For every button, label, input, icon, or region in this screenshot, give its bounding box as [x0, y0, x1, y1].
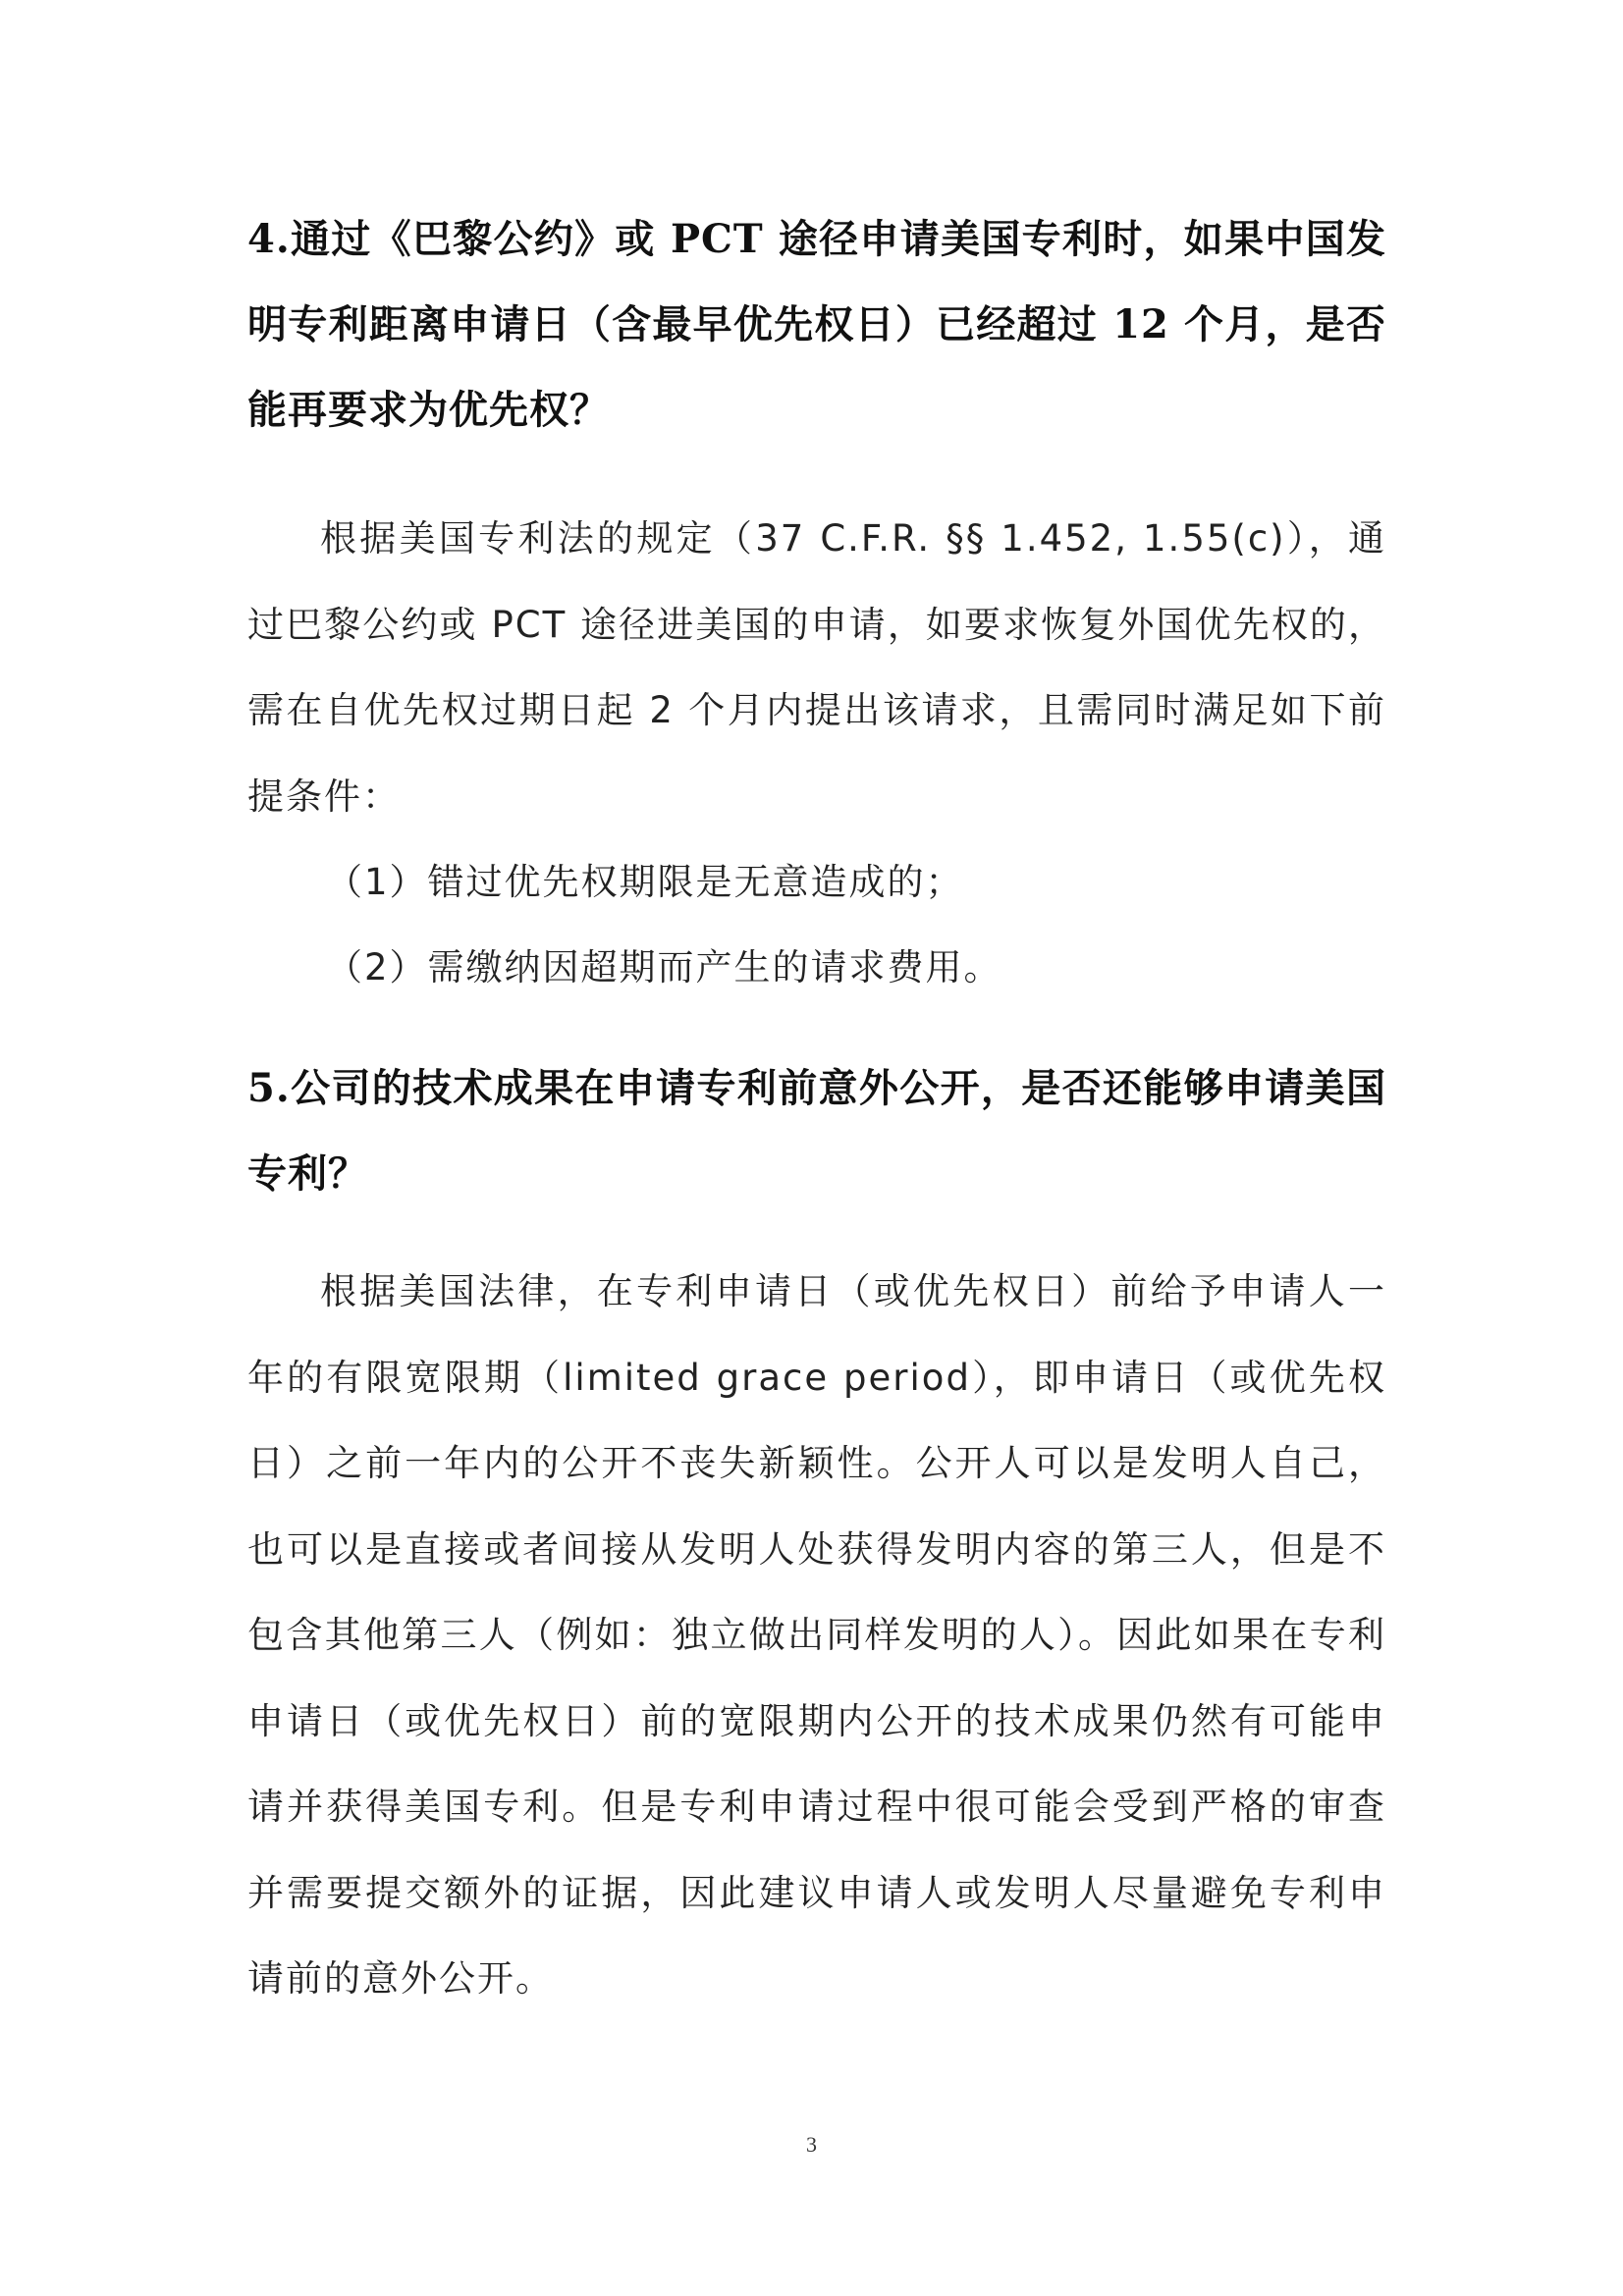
condition-item-2: （2）需缴纳因超期而产生的请求费用。: [326, 946, 1002, 988]
page-number: 3: [806, 2132, 817, 2157]
condition-item-1: （1）错过优先权期限是无意造成的；: [326, 861, 964, 903]
answer-4-paragraph: 根据美国专利法的规定（37 C.F.R. §§ 1.452, 1.55(c)），通过巴黎公约或 PCT 途径进美国的申请，如要求恢复外国优先权的，需在自优先权过期日起 2 个月内提出该请求，且需同时满足如下前提条件：: [247, 517, 1386, 818]
question-4-heading: 4.通过《巴黎公约》或 PCT 途径申请美国专利时，如果中国发明专利距离申请日（含最早优先权日）已经超过 12 个月，是否能再要求为优先权？: [247, 216, 1386, 433]
answer-5-paragraph: 根据美国法律，在专利申请日（或优先权日）前给予申请人一年的有限宽限期（limited grace period），即申请日（或优先权日）之前一年内的公开不丧失新颖性。公开人可以是发明人自己，也可以是直接或者间接从发明人处获得发明内容的第三人，但是不包含其他第三人（例如：独立做出同样发明的人）。因此如果在专利申请日（或优先权日）前的宽限期内公开的技术成果仍然有可能申请并获得美国专利。但是专利申请过程中很可能会受到严格的审查并需要提交额外的证据，因此建议申请人或发明人尽量避免专利申请前的意外公开。: [247, 1270, 1386, 2000]
question-5-heading: 5.公司的技术成果在申请专利前意外公开，是否还能够申请美国专利？: [247, 1065, 1386, 1197]
